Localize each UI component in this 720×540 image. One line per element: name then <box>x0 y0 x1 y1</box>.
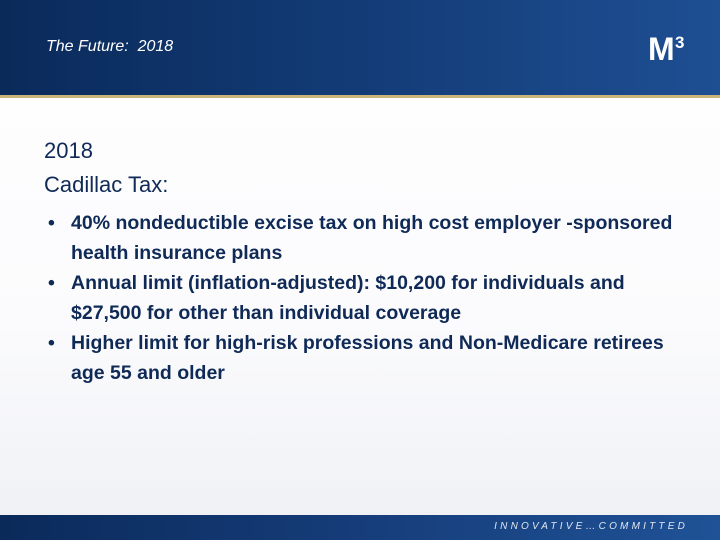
bullet-text: Annual limit (inflation-adjusted): $10,200 for individuals and $27,500 for other than individual coverage <box>71 272 625 324</box>
bullet-item-higher-limit <box>48 328 688 388</box>
bullet-marker: • <box>48 212 55 234</box>
header-accent-rule <box>0 95 720 98</box>
slide-section-title: The Future: 2018 <box>46 38 174 55</box>
footer-tagline: INNOVATIVE…COMMITTED <box>494 521 688 532</box>
logo-letter: M <box>648 31 675 66</box>
slide-heading <box>44 134 168 202</box>
bullet-marker: • <box>48 272 55 294</box>
footer-bar <box>0 515 720 540</box>
bullet-item-excise-tax <box>48 208 688 268</box>
m3-logo <box>648 30 688 66</box>
heading-year: 2018 <box>44 138 93 163</box>
bullet-item-annual-limit <box>48 268 688 328</box>
bullet-text: Higher limit for high-risk professions and Non-Medicare retirees age 55 and older <box>71 332 664 384</box>
header-bar <box>0 0 720 95</box>
bullet-text: 40% nondeductible excise tax on high cost employer -sponsored health insurance plans <box>71 212 673 264</box>
logo-superscript: 3 <box>675 33 685 52</box>
bullet-list <box>48 208 688 388</box>
heading-topic: Cadillac Tax: <box>44 172 169 197</box>
bullet-marker: • <box>48 332 55 354</box>
